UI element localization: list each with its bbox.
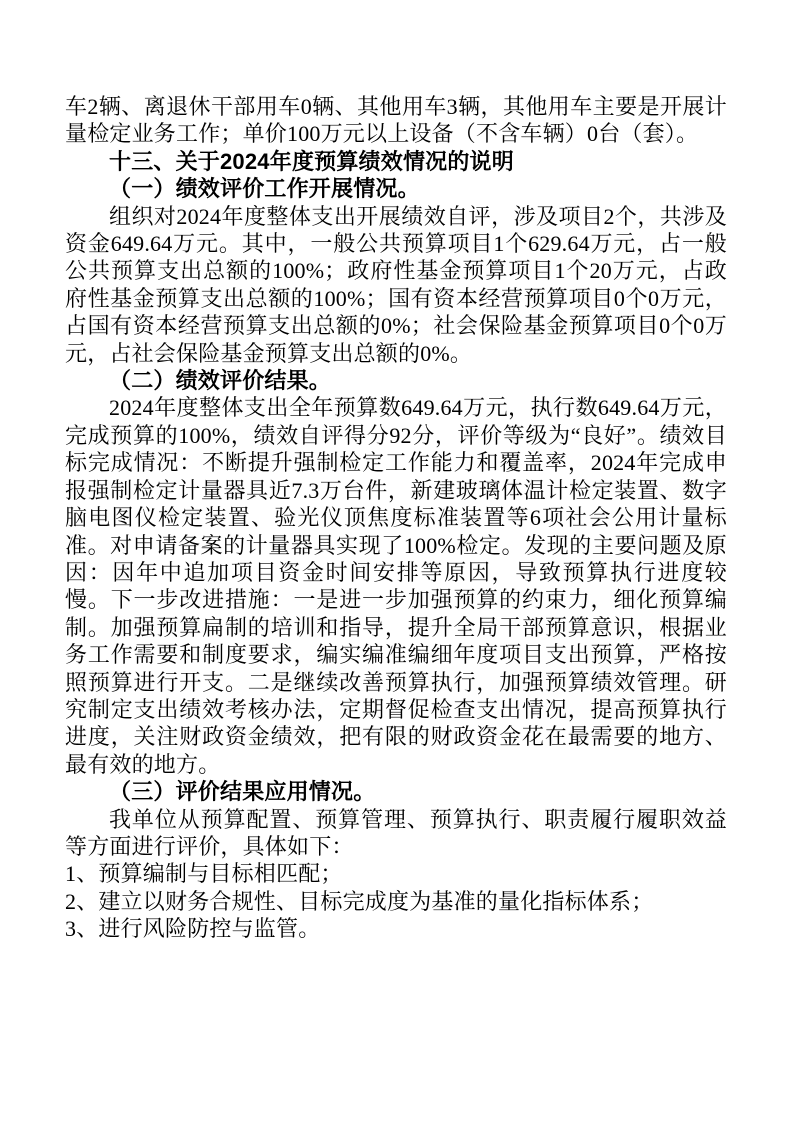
subsection-heading-1: （一）绩效评价工作开展情况。 [109,176,420,202]
body-paragraph-result-application: 我单位从预算配置、预算管理、预算执行、职责履行履职效益等方面进行评价，具体如下： [65,806,727,859]
page-content [65,93,727,943]
continuation-paragraph: 车2辆、离退休干部用车0辆、其他用车3辆，其他用车主要是开展计量检定业务工作；单价100万元以上设备（不含车辆）0台（套）。 [65,94,727,147]
list-item-2: 2、建立以财务合规性、目标完成度为基准的量化指标体系； [65,888,654,914]
body-paragraph-performance-self-evaluation: 组织对2024年度整体支出开展绩效自评，涉及项目2个，共涉及资金649.64万元。其中，一般公共预算项目1个629.64万元，占一般公共预算支出总额的100%；政府性基金预算项目1个20万元，占政府性基金预算支出总额的100%；国有资本经营预算项目0个0万元，占国有资本经营预算支出总额的0%；社会保险基金预算项目0个0万元，占社会保险基金预算支出总额的0%。 [65,203,727,366]
list-item-1: 1、预算编制与目标相匹配； [65,861,343,887]
body-paragraph-evaluation-results: 2024年度整体支出全年预算数649.64万元，执行数649.64万元，完成预算的100%，绩效自评得分92分，评价等级为“良好”。绩效目标完成情况：不断提升强制检定工作能力和覆盖率，2024年完成申报强制检定计量器具近7.3万台件，新建玻璃体温计检定装置、数字脑电图仪检定装置、验光仪顶焦度标准装置等6项社会公用计量标准。对申请备案的计量器具实现了100%检定。发现的主要问题及原因：因年中追加项目资金时间安排等原因，导致预算执行进度较慢。下一步改进措施：一是进一步加强预算的约束力，细化预算编制。加强预算扁制的培训和指导，提升全局干部预算意识，根据业务工作需要和制度要求，编实编准编细年度项目支出预算，严格按照预算进行开支。二是继续改善预算执行，加强预算绩效管理。研究制定支出绩效考核办法，定期督促检查支出情况，提高预算执行进度，关注财政资金绩效，把有限的财政资金花在最需要的地方、最有效的地方。 [65,395,727,777]
subsection-heading-2: （二）绩效评价结果。 [109,368,332,394]
list-item-3: 3、进行风险防控与监管。 [65,916,321,942]
subsection-heading-3: （三）评价结果应用情况。 [109,779,376,805]
section-heading-13: 十三、关于2024年度预算绩效情况的说明 [109,148,514,174]
